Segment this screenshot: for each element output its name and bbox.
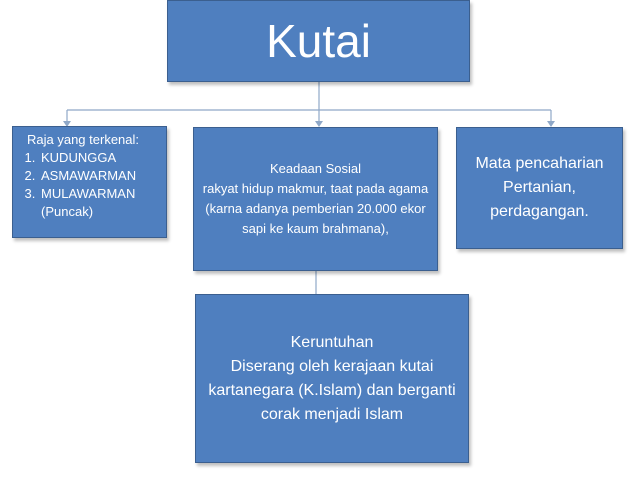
mata-box — [456, 127, 623, 249]
keruntuhan-box — [195, 294, 469, 463]
diagram-title: Kutai — [266, 15, 371, 67]
sosial-body: rakyat hidup makmur, taat pada agama (karna adanya pemberian 20.000 ekor sapi ke kaum brahmana), — [202, 181, 429, 236]
mata-body: Pertanian, perdagangan. — [490, 179, 589, 220]
sosial-box — [193, 127, 438, 271]
raja-item: 2. ASMAWARMAN — [39, 167, 166, 185]
sosial-heading: Keadaan Sosial — [269, 161, 362, 176]
keruntuhan-body: Diserang oleh kerajaan kutai kartanegara (K.Islam) dan berganti corak menjadi Islam — [208, 357, 456, 423]
keruntuhan-heading: Keruntuhan — [290, 333, 374, 351]
raja-list — [17, 149, 166, 221]
raja-heading: Raja yang terkenal: — [27, 132, 140, 147]
mata-heading: Mata pencaharian — [475, 155, 604, 172]
raja-box — [12, 126, 167, 238]
raja-item: 1. KUDUNGGA — [39, 149, 166, 167]
title-box — [167, 0, 470, 82]
raja-item: 3. MULAWARMAN (Puncak) — [39, 185, 166, 221]
